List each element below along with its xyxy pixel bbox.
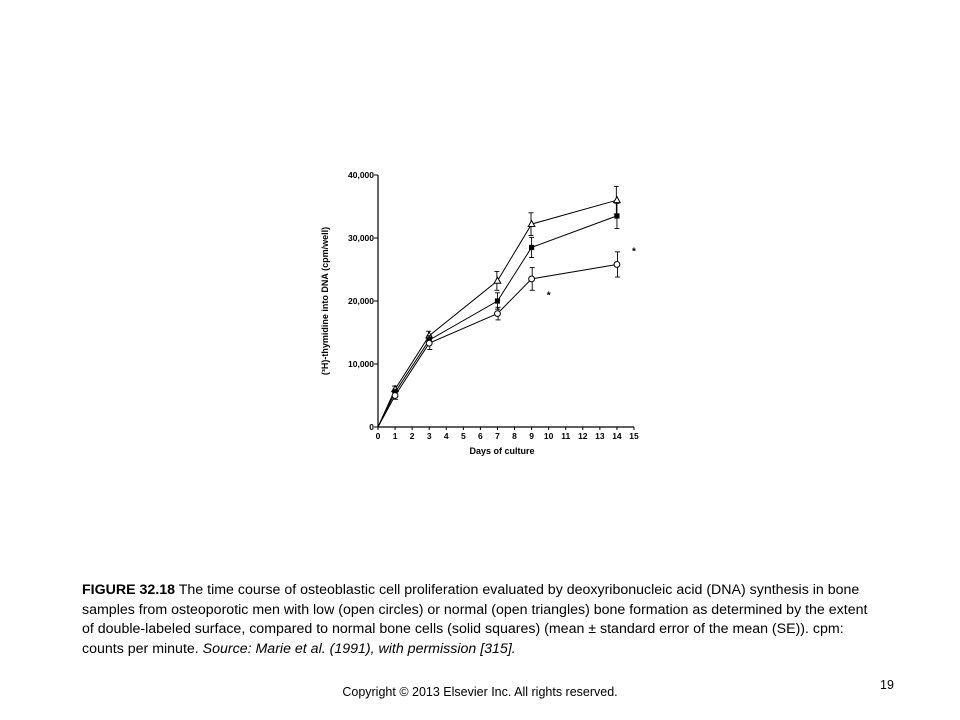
x-tick-label: 15 bbox=[629, 431, 639, 441]
x-tick-label: 11 bbox=[561, 431, 571, 441]
significance-marker: * bbox=[546, 290, 551, 302]
data-point-circle bbox=[426, 340, 432, 346]
x-tick-label: 0 bbox=[375, 431, 381, 441]
x-tick-label: 12 bbox=[578, 431, 588, 441]
figure-caption bbox=[82, 581, 882, 659]
y-tick-label: 30,000 bbox=[348, 233, 374, 243]
figure-label: FIGURE 32.18 bbox=[82, 582, 176, 598]
x-tick-label: 5 bbox=[460, 431, 466, 441]
x-tick-label: 13 bbox=[595, 431, 605, 441]
data-point-circle bbox=[495, 311, 501, 317]
x-tick-label: 4 bbox=[443, 431, 449, 441]
x-tick-label: 10 bbox=[543, 431, 554, 441]
series-line bbox=[378, 265, 617, 428]
page-number: 19 bbox=[880, 678, 894, 692]
chart-svg bbox=[300, 160, 660, 465]
caption-source: Source: Marie et al. (1991), with permission [315]. bbox=[202, 640, 516, 657]
x-tick-label: 3 bbox=[426, 431, 432, 441]
x-tick-label: 7 bbox=[495, 431, 500, 441]
data-point-square bbox=[495, 298, 500, 303]
x-tick-label: 1 bbox=[392, 431, 398, 441]
y-tick-label: 40,000 bbox=[348, 170, 374, 180]
y-tick-label: 20,000 bbox=[348, 296, 374, 306]
data-point-square bbox=[529, 245, 534, 250]
chart bbox=[300, 160, 660, 465]
data-point-square bbox=[614, 213, 619, 218]
data-point-triangle bbox=[494, 277, 501, 283]
x-tick-label: 9 bbox=[529, 431, 534, 441]
data-point-circle bbox=[529, 276, 535, 282]
significance-marker: * bbox=[632, 246, 636, 258]
series-line bbox=[378, 216, 617, 427]
copyright-notice: Copyright © 2013 Elsevier Inc. All rights reserved. bbox=[342, 685, 618, 699]
x-axis-title: Days of culture bbox=[469, 446, 535, 456]
x-tick-label: 2 bbox=[409, 431, 415, 441]
data-point-triangle bbox=[614, 197, 621, 203]
y-tick-label: 10,000 bbox=[348, 359, 374, 369]
caption-text: The time course of osteoblastic cell proliferation evaluated by deoxyribonucleic acid (DNA) synthesis in bone samples from osteoporotic men with low (open circles) or normal (open triangles) bone formation as determined by the extent of double-labeled surface, compared to normal bone cells (solid squares) (mean ± standard error of the mean (SE)). cpm: counts per minute. bbox=[82, 582, 868, 657]
x-tick-label: 8 bbox=[512, 431, 517, 441]
y-axis-title: (³H)-thymidine into DNA (cpm/well) bbox=[320, 226, 330, 376]
x-tick-label: 6 bbox=[478, 431, 483, 441]
x-tick-label: 14 bbox=[612, 431, 622, 441]
y-tick-label: 0 bbox=[369, 422, 374, 432]
data-point-circle bbox=[392, 393, 398, 399]
data-point-circle bbox=[614, 262, 620, 268]
